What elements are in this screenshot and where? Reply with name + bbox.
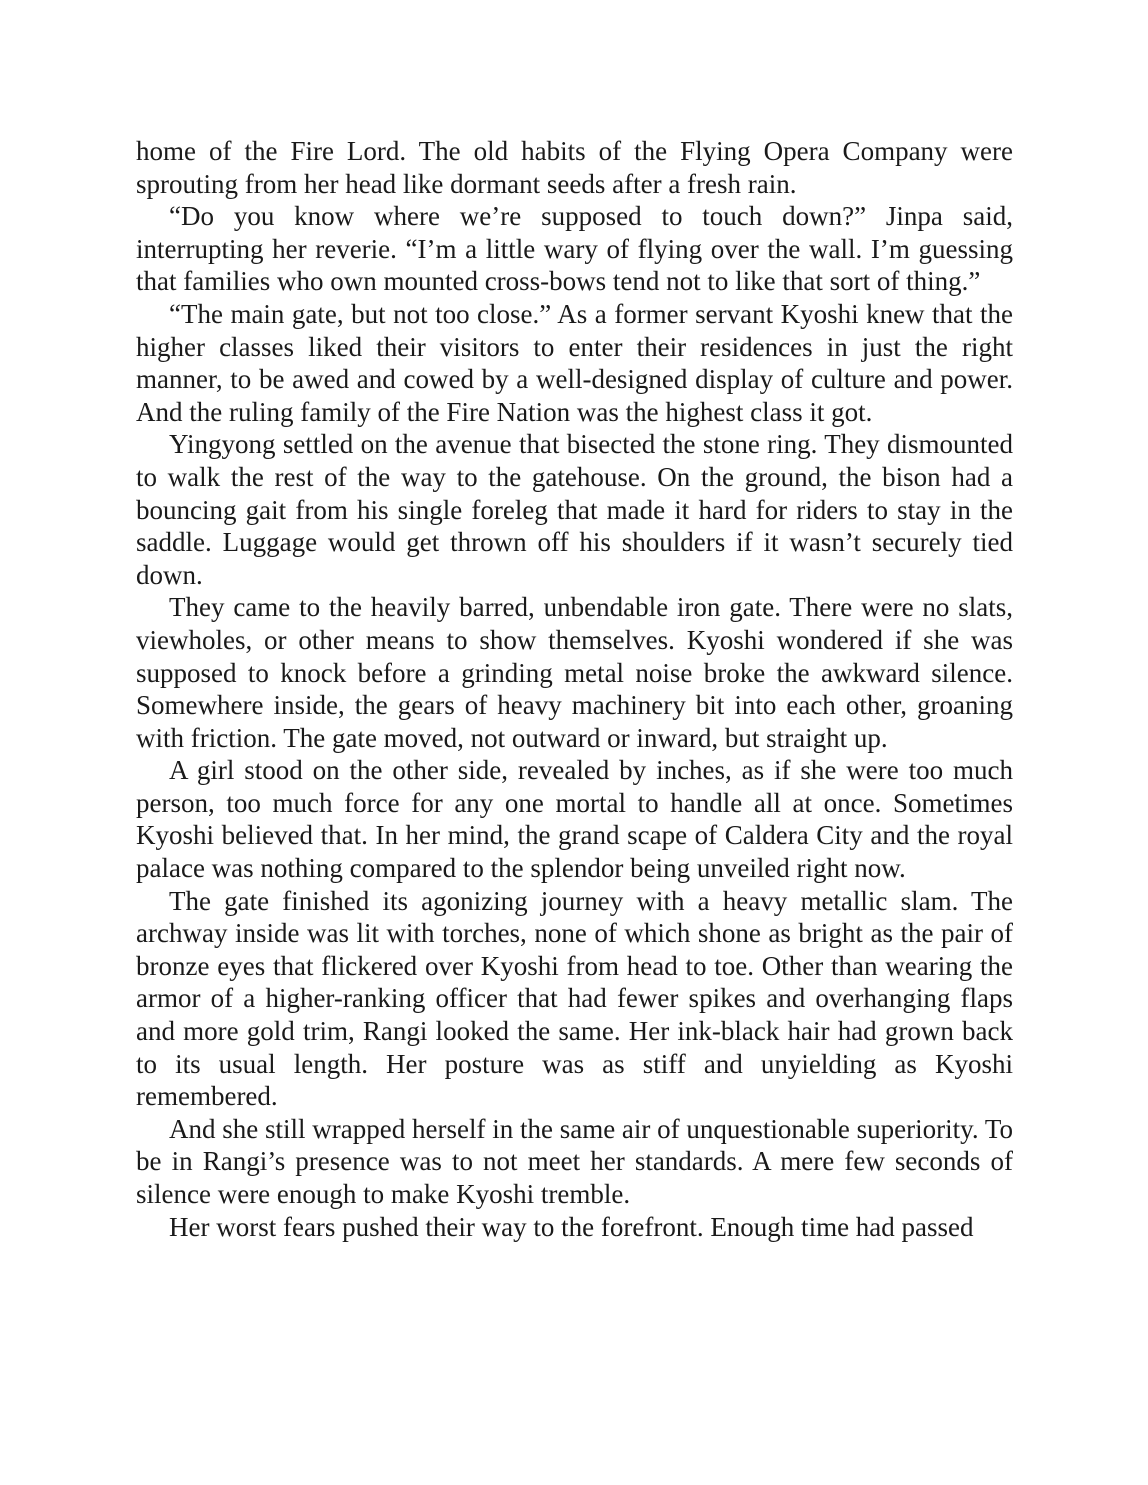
paragraph: Yingyong settled on the avenue that bisected the stone ring. They dismounted to walk the rest of the way to the gatehouse. On the ground, the bison had a bouncing gait from his single foreleg that made it hard for riders to stay in the saddle. Luggage would get thrown off his shoulders if it wasn’t securely tied down.	[136, 429, 1013, 590]
paragraph: “The main gate, but not too close.” As a former servant Kyoshi knew that the higher classes liked their visitors to enter their residences in just the right manner, to be awed and cowed by a well-designed display of culture and power. And the ruling family of the Fire Nation was the highest class it got.	[136, 298, 1013, 427]
paragraph: home of the Fire Lord. The old habits of the Flying Opera Company were sprouting from her head like dormant seeds after a fresh rain.	[136, 136, 1013, 199]
body-text	[136, 135, 1013, 1243]
paragraph: The gate finished its agonizing journey with a heavy metallic slam. The archway inside was lit with torches, none of which shone as bright as the pair of bronze eyes that flickered over Kyoshi from head to toe. Other than wearing the armor of a higher-ranking officer that had fewer spikes and overhanging flaps and more gold trim, Rangi looked the same. Her ink-black hair had grown back to its usual length. Her posture was as stiff and unyielding as Kyoshi remembered.	[136, 885, 1013, 1112]
paragraph: “Do you know where we’re supposed to touch down?” Jinpa said, interrupting her reverie. “I’m a little wary of flying over the wall. I’m guessing that families who own mounted cross-bows tend not to like that sort of thing.”	[136, 201, 1013, 297]
paragraph: A girl stood on the other side, revealed by inches, as if she were too much person, too much force for any one mortal to handle all at once. Sometimes Kyoshi believed that. In her mind, the grand scape of Caldera City and the royal palace was nothing compared to the splendor being unveiled right now.	[136, 755, 1013, 884]
paragraph: They came to the heavily barred, unbendable iron gate. There were no slats, viewholes, or other means to show themselves. Kyoshi wondered if she was supposed to knock before a grinding metal noise broke the awkward silence. Somewhere inside, the gears of heavy machinery bit into each other, groaning with friction. The gate moved, not outward or inward, but straight up.	[136, 592, 1013, 753]
paragraph: And she still wrapped herself in the same air of unquestionable superiority. To be in Rangi’s presence was to not meet her standards. A mere few seconds of silence were enough to make Kyoshi tremble.	[136, 1113, 1013, 1209]
paragraph: Her worst fears pushed their way to the forefront. Enough time had passed	[169, 1211, 974, 1242]
